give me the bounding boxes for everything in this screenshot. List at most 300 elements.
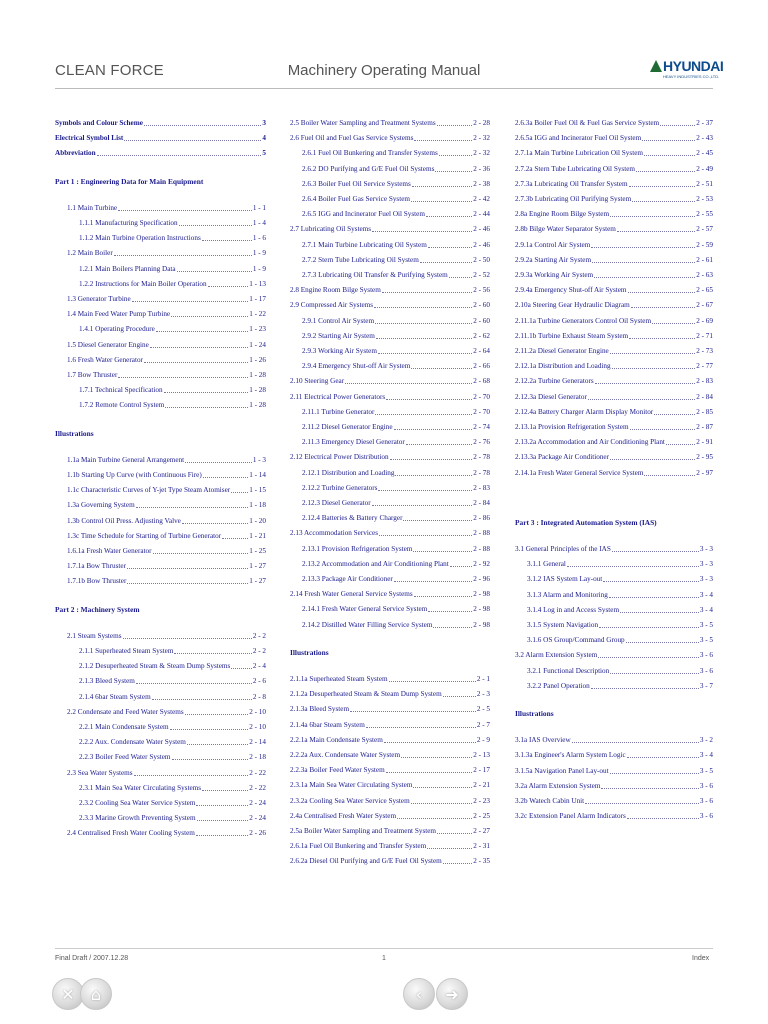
toc-entry-page: 2 - 18 xyxy=(249,753,266,762)
toc-entry-title: 1.1.1 Manufacturing Specification xyxy=(79,219,178,227)
toc-entry-title: 2.6.2 DO Purifying and G/E Fuel Oil Systems xyxy=(302,164,435,173)
toc-entry[interactable] xyxy=(515,651,713,660)
toc-entry[interactable] xyxy=(67,577,266,586)
toc-entry-title: 2.2.3a Boiler Feed Water System xyxy=(290,766,385,775)
toc-entry[interactable] xyxy=(302,256,490,265)
toc-entry[interactable] xyxy=(302,423,490,432)
dot-leader xyxy=(222,538,248,539)
toc-entry[interactable] xyxy=(79,738,266,747)
toc-entry[interactable] xyxy=(67,204,266,213)
toc-entry-page: 2 - 88 xyxy=(473,529,490,538)
toc-entry[interactable] xyxy=(527,575,713,584)
manual-title: Machinery Operating Manual xyxy=(287,62,481,79)
toc-entry-page: 2 - 1 xyxy=(476,675,490,683)
toc-entry-title: 1.7.1 Technical Specification xyxy=(79,386,163,395)
toc-entry[interactable] xyxy=(79,265,266,274)
toc-entry[interactable] xyxy=(290,119,490,128)
toc-entry-title: 2.5 Boiler Water Sampling and Treatment Systems xyxy=(290,119,436,127)
toc-entry-page: 2 - 22 xyxy=(249,768,266,777)
toc-entry[interactable] xyxy=(79,647,266,656)
dot-leader xyxy=(610,773,699,774)
dot-leader xyxy=(406,444,472,445)
toc-entry[interactable] xyxy=(79,799,266,808)
toc-entry[interactable] xyxy=(67,371,266,380)
toc-entry[interactable] xyxy=(515,453,713,462)
toc-entry-title: 1.1 Main Turbine xyxy=(67,203,118,212)
section-heading: Part 2 : Machinery System xyxy=(55,604,140,614)
dot-leader xyxy=(197,820,249,821)
toc-entry-page: 1 - 23 xyxy=(249,325,266,334)
toc-entry-title: Symbols and Colour Scheme xyxy=(55,119,143,127)
toc-entry-page: 2 - 55 xyxy=(696,210,713,219)
toc-entry[interactable] xyxy=(290,225,490,234)
toc-entry[interactable] xyxy=(302,545,490,554)
toc-entry[interactable] xyxy=(515,438,713,447)
toc-entry-title: 1.7.1b Bow Thruster xyxy=(67,577,127,586)
toc-entry-page: 2 - 66 xyxy=(473,362,490,371)
toc-entry[interactable] xyxy=(290,134,490,143)
toc-entry[interactable] xyxy=(290,675,490,684)
toc-entry[interactable] xyxy=(515,165,713,174)
dot-leader xyxy=(631,307,695,308)
section-heading: Illustrations xyxy=(55,428,94,438)
dot-leader xyxy=(366,727,476,728)
toc-entry[interactable] xyxy=(290,721,490,730)
toc-entry[interactable] xyxy=(67,708,266,717)
dot-leader xyxy=(660,125,695,126)
dot-leader xyxy=(411,201,472,202)
toc-entry-title: 2.1 Steam Systems xyxy=(67,631,122,640)
toc-entry-title: 2.11.2a Diesel Generator Engine xyxy=(515,347,609,355)
toc-entry-page: 2 - 77 xyxy=(696,362,713,371)
toc-entry-page: 3 - 6 xyxy=(699,781,713,790)
toc-entry[interactable] xyxy=(79,723,266,732)
toc-entry[interactable] xyxy=(515,347,713,356)
toc-entry[interactable] xyxy=(67,356,266,365)
toc-entry[interactable] xyxy=(290,797,490,806)
toc-entry[interactable] xyxy=(515,271,713,280)
toc-entry-page: 3 - 2 xyxy=(699,736,713,745)
toc-entry-title: 2.5a Boiler Water Sampling and Treatment System xyxy=(290,827,437,835)
dot-leader xyxy=(136,683,252,684)
toc-entry[interactable] xyxy=(302,149,490,158)
toc-entry[interactable] xyxy=(302,621,490,630)
dot-leader xyxy=(379,535,472,536)
toc-entry[interactable] xyxy=(302,347,490,356)
toc-entry-title: 1.1c Characteristic Curves of Y-jet Type Steam Atomiser xyxy=(67,486,231,495)
toc-entry[interactable] xyxy=(79,677,266,686)
toc-entry[interactable] xyxy=(67,295,266,304)
toc-entry-page: 2 - 2 xyxy=(252,647,266,655)
dot-leader xyxy=(435,171,472,172)
toc-entry-title: 3.1.5a Navigation Panel Lay-out xyxy=(515,766,609,775)
dot-leader xyxy=(185,714,249,715)
dot-leader xyxy=(592,262,695,263)
toc-entry-page: 2 - 8 xyxy=(252,692,266,701)
dot-leader xyxy=(372,505,473,506)
toc-entry-page: 2 - 3 xyxy=(476,690,490,699)
toc-entry[interactable] xyxy=(67,310,266,319)
dot-leader xyxy=(644,155,695,156)
toc-entry[interactable] xyxy=(527,606,713,615)
toc-entry[interactable] xyxy=(79,234,266,243)
dot-leader xyxy=(153,553,249,554)
toc-entry[interactable] xyxy=(527,560,713,569)
toc-entry-page: 1 - 21 xyxy=(249,531,266,540)
toc-entry[interactable] xyxy=(515,469,713,478)
toc-entry[interactable] xyxy=(302,408,490,417)
toc-entry-page: 2 - 5 xyxy=(476,705,490,714)
toc-entry[interactable] xyxy=(515,180,713,189)
toc-entry[interactable] xyxy=(302,484,490,493)
toc-entry[interactable] xyxy=(302,195,490,204)
toc-entry[interactable] xyxy=(515,241,713,250)
toc-entry[interactable] xyxy=(515,408,713,417)
toc-entry[interactable] xyxy=(67,632,266,641)
dot-leader xyxy=(414,140,472,141)
toc-entry-title: 2.6.1a Fuel Oil Bunkering and Transfer System xyxy=(290,842,427,851)
toc-entry-page: 1 - 27 xyxy=(249,577,266,586)
toc-entry-title: 1.2 Main Boiler xyxy=(67,249,113,258)
toc-entry-page: 1 - 13 xyxy=(249,279,266,288)
dot-leader xyxy=(666,444,695,445)
toc-entry-title: 2.7.1a Main Turbine Lubrication Oil System xyxy=(515,149,643,158)
toc-entry[interactable] xyxy=(515,210,713,219)
toc-entry[interactable] xyxy=(290,705,490,714)
toc-entry-title: 1.6 Fresh Water Generator xyxy=(67,355,143,364)
toc-entry-title: 3.1.4 Log in and Access System xyxy=(527,605,620,614)
toc-entry-page: 2 - 44 xyxy=(473,210,490,219)
toc-entry[interactable] xyxy=(515,286,713,295)
toc-entry-page: 2 - 24 xyxy=(249,799,266,807)
section-heading: Part 3 : Integrated Automation System (IAS) xyxy=(515,517,657,527)
toc-entry-page: 2 - 9 xyxy=(476,735,490,744)
footer-divider xyxy=(55,948,713,949)
toc-entry[interactable] xyxy=(515,332,713,341)
section-heading: Illustrations xyxy=(290,647,329,657)
toc-entry[interactable] xyxy=(79,784,266,793)
toc-entry-title: 2.2.2 Aux. Condensate Water System xyxy=(79,738,186,747)
toc-entry[interactable] xyxy=(302,271,490,280)
toc-entry[interactable] xyxy=(67,486,266,495)
footer-section: Index xyxy=(692,955,710,962)
toc-entry[interactable] xyxy=(67,341,266,350)
toc-entry-title: 2.8b Bilge Water Separator System xyxy=(515,225,616,234)
toc-entry[interactable] xyxy=(79,280,266,289)
toc-entry-page: 2 - 57 xyxy=(696,225,713,234)
dot-leader xyxy=(629,186,696,187)
toc-entry[interactable] xyxy=(527,682,713,691)
toc-entry-title: 2.13.1 Provision Refrigeration System xyxy=(302,544,413,553)
dot-leader xyxy=(144,125,261,126)
toc-entry[interactable] xyxy=(290,827,490,836)
section-heading: Illustrations xyxy=(515,709,554,718)
toc-entry[interactable] xyxy=(290,377,490,386)
dot-leader xyxy=(603,581,699,582)
toc-entry-title: 2.9.4 Emergency Shut-off Air System xyxy=(302,362,411,371)
toc-entry[interactable] xyxy=(527,667,713,676)
toc-entry[interactable] xyxy=(527,591,713,600)
toc-entry[interactable] xyxy=(302,317,490,326)
toc-entry[interactable] xyxy=(302,362,490,371)
toc-entry[interactable] xyxy=(302,605,490,614)
dot-leader xyxy=(609,597,699,598)
close-icon: ✕ xyxy=(61,984,75,1004)
dot-leader xyxy=(427,848,472,849)
dot-leader xyxy=(386,399,472,400)
dot-leader xyxy=(174,653,251,654)
next-page-button[interactable] xyxy=(436,978,468,1010)
toc-entry[interactable] xyxy=(55,119,266,128)
toc-entry[interactable] xyxy=(515,362,713,371)
dot-leader xyxy=(231,668,251,669)
toc-entry-page: 1 - 17 xyxy=(249,295,266,303)
home-icon: ⌂ xyxy=(90,984,102,1004)
toc-entry[interactable] xyxy=(290,781,490,790)
toc-entry[interactable] xyxy=(290,453,490,462)
toc-entry[interactable] xyxy=(302,575,490,584)
toc-entry[interactable] xyxy=(290,812,490,821)
dot-leader xyxy=(114,255,252,256)
dot-leader xyxy=(372,231,472,232)
toc-entry-page: 2 - 74 xyxy=(473,423,490,431)
toc-entry-title: 2.11.1b Turbine Exhaust Steam System xyxy=(515,331,629,340)
dot-leader xyxy=(617,231,695,232)
dot-leader xyxy=(428,611,472,612)
toc-entry[interactable] xyxy=(79,693,266,702)
toc-entry-title: 2.2.1a Main Condensate System xyxy=(290,735,383,744)
toc-entry-title: 2.9.2 Starting Air System xyxy=(302,331,375,340)
toc-entry-title: 2.14.2 Distilled Water Filling Service System xyxy=(302,620,433,629)
toc-entry[interactable] xyxy=(290,301,490,310)
toc-entry[interactable] xyxy=(515,195,713,204)
toc-entry-title: 3.2c Extension Panel Alarm Indicators xyxy=(515,812,626,821)
toc-entry[interactable] xyxy=(290,751,490,760)
dot-leader xyxy=(345,383,472,384)
toc-entry[interactable] xyxy=(67,456,266,465)
previous-page-button[interactable] xyxy=(403,978,435,1010)
dot-leader xyxy=(144,362,248,363)
dot-leader xyxy=(118,377,248,378)
toc-entry[interactable] xyxy=(515,134,713,143)
toc-entry[interactable] xyxy=(302,241,490,250)
home-button[interactable] xyxy=(80,978,112,1010)
toc-entry[interactable] xyxy=(290,857,490,866)
toc-entry[interactable] xyxy=(527,621,713,630)
toc-entry[interactable] xyxy=(302,180,490,189)
toc-entry[interactable] xyxy=(515,545,713,554)
dot-leader xyxy=(627,757,699,758)
toc-entry[interactable] xyxy=(67,562,266,571)
toc-entry[interactable] xyxy=(515,782,713,791)
toc-entry-page: 3 - 6 xyxy=(699,797,713,805)
dot-leader xyxy=(185,462,252,463)
dot-leader xyxy=(152,699,252,700)
toc-entry[interactable] xyxy=(67,532,266,541)
toc-entry[interactable] xyxy=(79,814,266,823)
toc-entry-title: 3.1a IAS Overview xyxy=(515,736,571,745)
toc-entry[interactable] xyxy=(290,842,490,851)
toc-entry[interactable] xyxy=(290,286,490,295)
toc-entry[interactable] xyxy=(290,590,490,599)
toc-entry-page: 2 - 42 xyxy=(473,195,490,203)
dot-leader xyxy=(384,742,476,743)
toc-entry[interactable] xyxy=(302,469,490,478)
toc-entry-page: 3 - 6 xyxy=(699,666,713,675)
toc-entry-title: 2.12 Electrical Power Distribution xyxy=(290,453,389,462)
toc-entry-page: 2 - 61 xyxy=(696,255,713,264)
dot-leader xyxy=(177,271,252,272)
toc-entry-title: 2.10a Steering Gear Hydraulic Diagram xyxy=(515,301,630,310)
toc-entry[interactable] xyxy=(290,529,490,538)
hyundai-logo xyxy=(650,58,724,84)
dot-leader xyxy=(350,711,476,712)
toc-entry[interactable] xyxy=(67,769,266,778)
toc-entry[interactable] xyxy=(515,149,713,158)
dot-leader xyxy=(196,805,248,806)
toc-entry[interactable] xyxy=(302,499,490,508)
toc-entry-page: 2 - 64 xyxy=(473,347,490,355)
page-header xyxy=(0,0,768,100)
toc-entry-page: 2 - 78 xyxy=(473,453,490,462)
toc-entry[interactable] xyxy=(515,767,713,776)
toc-entry[interactable] xyxy=(55,134,266,143)
toc-entry-title: 2.6.4 Boiler Fuel Gas Service System xyxy=(302,195,410,203)
toc-entry[interactable] xyxy=(67,829,266,838)
toc-entry[interactable] xyxy=(302,438,490,447)
dot-leader xyxy=(443,863,472,864)
toc-entry-page: 1 - 28 xyxy=(249,401,266,410)
toc-entry[interactable] xyxy=(515,812,713,821)
dot-leader xyxy=(626,642,699,643)
toc-entry-page: 2 - 88 xyxy=(473,544,490,553)
toc-entry[interactable] xyxy=(290,736,490,745)
dot-leader xyxy=(182,523,248,524)
toc-entry[interactable] xyxy=(515,256,713,265)
dot-leader xyxy=(375,323,472,324)
toc-entry[interactable] xyxy=(55,149,266,158)
footer-date: Final Draft / 2007.12.28 xyxy=(55,955,129,962)
toc-entry[interactable] xyxy=(79,386,266,395)
toc-entry[interactable] xyxy=(302,332,490,341)
chevron-left-icon: ‹ xyxy=(415,984,423,1004)
toc-entry[interactable] xyxy=(302,210,490,219)
toc-entry[interactable] xyxy=(515,751,713,760)
toc-entry-title: 2.6.1 Fuel Oil Bunkering and Transfer Systems xyxy=(302,149,438,158)
toc-entry[interactable] xyxy=(290,393,490,402)
toc-entry[interactable] xyxy=(79,662,266,671)
toc-entry[interactable] xyxy=(67,501,266,510)
toc-entry-title: 2.2.2a Aux. Condensate Water System xyxy=(290,751,401,759)
toc-entry-title: Electrical Symbol List xyxy=(55,134,124,143)
dot-leader xyxy=(411,803,473,804)
toc-entry[interactable] xyxy=(79,401,266,410)
toc-entry[interactable] xyxy=(79,325,266,334)
toc-entry-page: 2 - 4 xyxy=(252,662,266,671)
toc-entry[interactable] xyxy=(515,377,713,386)
dot-leader xyxy=(132,301,249,302)
toc-entry[interactable] xyxy=(527,636,713,645)
toc-entry[interactable] xyxy=(302,165,490,174)
toc-entry-page: 2 - 60 xyxy=(473,316,490,325)
toc-entry[interactable] xyxy=(515,301,713,310)
logo-name: HYUNDAI xyxy=(663,58,724,74)
toc-entry[interactable] xyxy=(515,393,713,402)
toc-entry[interactable] xyxy=(79,753,266,762)
dot-leader xyxy=(437,125,473,126)
toc-entry-page: 2 - 25 xyxy=(473,811,490,820)
toc-entry-title: 2.7.2 Stern Tube Lubricating Oil System xyxy=(302,255,419,264)
toc-entry-page: 2 - 83 xyxy=(473,483,490,492)
toc-entry-page: 2 - 63 xyxy=(696,271,713,279)
toc-entry-page: 3 - 7 xyxy=(699,681,713,690)
dot-leader xyxy=(612,368,696,369)
dot-leader xyxy=(390,459,473,460)
dot-leader xyxy=(610,353,695,354)
toc-entry[interactable] xyxy=(515,736,713,745)
toc-entry[interactable] xyxy=(515,423,713,432)
toc-entry-page: 2 - 46 xyxy=(473,240,490,249)
toc-entry-page: 2 - 86 xyxy=(473,514,490,523)
toc-entry-page: 2 - 65 xyxy=(696,286,713,295)
toc-entry-page: 3 - 4 xyxy=(699,751,713,760)
toc-entry-title: 1.3c Time Schedule for Starting of Turbine Generator xyxy=(67,531,222,540)
toc-entry[interactable] xyxy=(515,797,713,806)
dot-leader xyxy=(632,201,695,202)
toc-entry[interactable] xyxy=(302,514,490,523)
toc-entry[interactable] xyxy=(515,225,713,234)
toc-entry-title: 2.13.2 Accommodation and Air Conditioning Plant xyxy=(302,559,449,568)
toc-entry-title: 2.3 Sea Water Systems xyxy=(67,768,133,777)
dot-leader xyxy=(394,581,472,582)
toc-entry[interactable] xyxy=(67,471,266,480)
toc-entry-page: 2 - 7 xyxy=(476,720,490,729)
toc-entry-page: 2 - 78 xyxy=(473,468,490,477)
toc-entry[interactable] xyxy=(515,119,713,128)
toc-entry[interactable] xyxy=(515,317,713,326)
dot-leader xyxy=(591,247,695,248)
dot-leader xyxy=(439,155,472,156)
toc-entry[interactable] xyxy=(290,766,490,775)
dot-leader xyxy=(403,520,472,521)
toc-entry-page: 1 - 28 xyxy=(249,386,266,395)
toc-entry[interactable] xyxy=(67,547,266,556)
toc-entry[interactable] xyxy=(67,517,266,526)
toc-entry-title: 2.8a Engine Room Bilge System xyxy=(515,210,610,219)
toc-entry-title: 2.6.5 IGG and Incinerator Fuel Oil System xyxy=(302,210,425,219)
toc-entry-page: 1 - 22 xyxy=(249,310,266,319)
toc-entry-page: 2 - 46 xyxy=(473,225,490,234)
dot-leader xyxy=(630,429,696,430)
toc-entry-page: 1 - 14 xyxy=(249,471,266,479)
toc-entry-page: 1 - 9 xyxy=(252,249,266,258)
toc-entry[interactable] xyxy=(302,560,490,569)
toc-entry-title: 3.1.6 OS Group/Command Group xyxy=(527,636,625,645)
toc-entry[interactable] xyxy=(79,219,266,228)
toc-entry-page: 2 - 71 xyxy=(696,331,713,340)
toc-entry-page: 2 - 68 xyxy=(473,377,490,386)
toc-entry-title: 1.3b Control Oil Press. Adjusting Valve xyxy=(67,516,181,525)
toc-entry[interactable] xyxy=(67,249,266,258)
toc-entry-page: 1 - 28 xyxy=(249,371,266,379)
toc-entry-title: 1.1.2 Main Turbine Operation Instructions xyxy=(79,234,201,243)
toc-entry-page: 3 - 3 xyxy=(699,560,713,569)
toc-entry-title: 2.6 Fuel Oil and Fuel Gas Service Systems xyxy=(290,134,414,143)
toc-entry[interactable] xyxy=(290,690,490,699)
toc-entry-title: 2.12.4a Battery Charger Alarm Display Monitor xyxy=(515,407,654,416)
toc-entry-page: 2 - 22 xyxy=(249,783,266,792)
dot-leader xyxy=(179,225,252,226)
